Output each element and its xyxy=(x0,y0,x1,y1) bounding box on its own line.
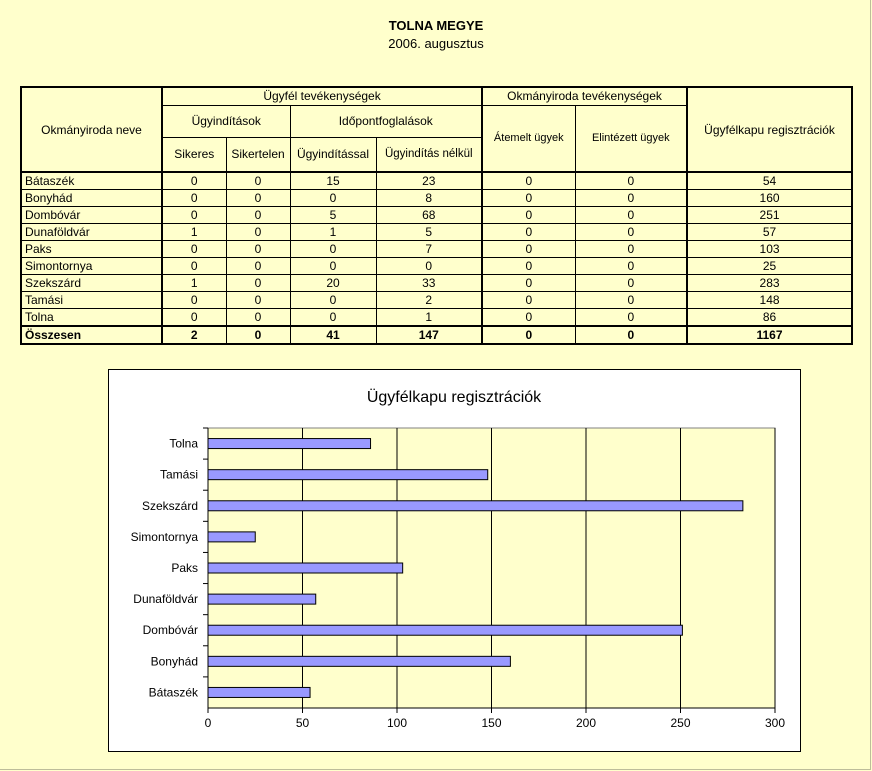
header-completed: Elintézett ügyek xyxy=(575,105,687,172)
y-tick-label: Paks xyxy=(171,561,198,575)
page-title: TOLNA MEGYE xyxy=(388,18,484,33)
value-cell: 57 xyxy=(687,224,852,241)
value-cell: 0 xyxy=(162,292,226,309)
value-cell: 1 xyxy=(290,224,376,241)
value-cell: 103 xyxy=(687,241,852,258)
total-label: Összesen xyxy=(21,326,162,344)
office-name-cell: Bonyhád xyxy=(21,190,162,207)
value-cell: 0 xyxy=(162,258,226,275)
value-cell: 0 xyxy=(575,207,687,224)
office-name-cell: Tolna xyxy=(21,309,162,327)
y-tick-label: Tamási xyxy=(159,467,198,482)
header-with-init: Ügyindítással xyxy=(290,137,376,172)
value-cell: 54 xyxy=(687,172,852,190)
y-tick-label: Szekszárd xyxy=(141,498,198,513)
total-value-cell: 41 xyxy=(290,326,376,344)
value-cell: 0 xyxy=(226,207,290,224)
bar-tolna xyxy=(208,439,371,449)
value-cell: 0 xyxy=(226,172,290,190)
page-subtitle: 2006. augusztus xyxy=(388,36,484,51)
bar-bonyhád xyxy=(208,656,510,666)
x-tick-label: 0 xyxy=(204,716,212,730)
value-cell: 33 xyxy=(376,275,482,292)
value-cell: 0 xyxy=(226,258,290,275)
value-cell: 0 xyxy=(575,172,687,190)
total-row xyxy=(21,326,852,344)
y-tick-label: Simontornya xyxy=(130,529,198,544)
table-row xyxy=(21,292,852,309)
value-cell: 20 xyxy=(290,275,376,292)
value-cell: 68 xyxy=(376,207,482,224)
value-cell: 23 xyxy=(376,172,482,190)
table-row xyxy=(21,172,852,190)
header-without-init: Ügyindítás nélkül xyxy=(376,137,482,172)
value-cell: 0 xyxy=(575,275,687,292)
value-cell: 0 xyxy=(482,275,575,292)
x-tick-label: 300 xyxy=(764,716,786,730)
value-cell: 15 xyxy=(290,172,376,190)
table-row xyxy=(21,190,852,207)
table-row xyxy=(21,224,852,241)
total-value-cell: 0 xyxy=(226,326,290,344)
value-cell: 0 xyxy=(226,292,290,309)
x-tick-label: 200 xyxy=(575,716,597,730)
office-name-cell: Dombóvár xyxy=(21,207,162,224)
value-cell: 0 xyxy=(162,172,226,190)
header-success: Sikeres xyxy=(162,137,226,172)
value-cell: 148 xyxy=(687,292,852,309)
value-cell: 0 xyxy=(575,292,687,309)
value-cell: 7 xyxy=(376,241,482,258)
x-tick-label: 250 xyxy=(670,716,691,730)
chart-box xyxy=(108,369,801,752)
bar-szekszárd xyxy=(208,501,743,511)
value-cell: 25 xyxy=(687,258,852,275)
x-tick-label: 100 xyxy=(386,716,408,730)
value-cell: 5 xyxy=(290,207,376,224)
header-fail: Sikertelen xyxy=(226,137,290,172)
total-value-cell: 1167 xyxy=(687,326,852,344)
statistics-table xyxy=(20,86,853,345)
value-cell: 0 xyxy=(290,258,376,275)
y-tick-label: Dombóvár xyxy=(142,623,198,638)
total-value-cell: 0 xyxy=(482,326,575,344)
value-cell: 1 xyxy=(376,309,482,327)
table-row xyxy=(21,258,852,275)
table-row xyxy=(21,241,852,258)
header-office-activities: Okmányiroda tevékenységek xyxy=(482,87,687,105)
value-cell: 0 xyxy=(226,241,290,258)
y-tick-label: Bonyhád xyxy=(150,654,198,669)
value-cell: 0 xyxy=(376,258,482,275)
value-cell: 160 xyxy=(687,190,852,207)
value-cell: 0 xyxy=(482,224,575,241)
table-row xyxy=(21,309,852,327)
value-cell: 0 xyxy=(290,190,376,207)
value-cell: 0 xyxy=(162,190,226,207)
office-name-cell: Dunaföldvár xyxy=(21,224,162,241)
y-tick-label: Dunaföldvár xyxy=(133,592,198,607)
value-cell: 0 xyxy=(290,309,376,327)
value-cell: 251 xyxy=(687,207,852,224)
total-value-cell: 0 xyxy=(575,326,687,344)
office-name-cell: Bátaszék xyxy=(21,172,162,190)
value-cell: 0 xyxy=(226,275,290,292)
y-tick-label: Tolna xyxy=(169,436,198,451)
value-cell: 283 xyxy=(687,275,852,292)
value-cell: 0 xyxy=(226,190,290,207)
value-cell: 5 xyxy=(376,224,482,241)
bar-dombóvár xyxy=(208,625,682,635)
value-cell: 0 xyxy=(226,309,290,327)
value-cell: 8 xyxy=(376,190,482,207)
total-value-cell: 147 xyxy=(376,326,482,344)
value-cell: 0 xyxy=(290,292,376,309)
value-cell: 0 xyxy=(575,258,687,275)
header-client-activities: Ügyfél tevékenységek xyxy=(162,87,482,105)
value-cell: 0 xyxy=(482,207,575,224)
value-cell: 0 xyxy=(575,190,687,207)
value-cell: 0 xyxy=(575,309,687,327)
bar-dunaföldvár xyxy=(208,594,316,604)
value-cell: 0 xyxy=(162,207,226,224)
bar-paks xyxy=(208,563,403,573)
x-tick-label: 50 xyxy=(295,716,310,730)
office-name-cell: Simontornya xyxy=(21,258,162,275)
value-cell: 0 xyxy=(482,241,575,258)
bar-tamási xyxy=(208,470,488,480)
value-cell: 0 xyxy=(482,309,575,327)
header-transferred: Átemelt ügyek xyxy=(482,105,575,172)
value-cell: 0 xyxy=(482,292,575,309)
value-cell: 86 xyxy=(687,309,852,327)
value-cell: 1 xyxy=(162,275,226,292)
value-cell: 0 xyxy=(482,172,575,190)
bar-simontornya xyxy=(208,532,255,542)
table-row xyxy=(21,275,852,292)
value-cell: 0 xyxy=(162,309,226,327)
value-cell: 1 xyxy=(162,224,226,241)
value-cell: 2 xyxy=(376,292,482,309)
office-name-cell: Szekszárd xyxy=(21,275,162,292)
office-name-cell: Tamási xyxy=(21,292,162,309)
value-cell: 0 xyxy=(482,258,575,275)
registrations-bar-chart xyxy=(109,370,800,751)
header-registrations: Ügyfélkapu regisztrációk xyxy=(687,87,852,172)
header-office-name: Okmányiroda neve xyxy=(21,87,162,172)
value-cell: 0 xyxy=(575,224,687,241)
header-initiations: Ügyindítások xyxy=(162,105,290,137)
value-cell: 0 xyxy=(482,190,575,207)
bar-bátaszék xyxy=(208,687,310,697)
chart-title: Ügyfélkapu regisztrációk xyxy=(366,389,542,406)
total-value-cell: 2 xyxy=(162,326,226,344)
x-tick-label: 150 xyxy=(481,716,502,730)
value-cell: 0 xyxy=(162,241,226,258)
header-appointments: Időpontfoglalások xyxy=(290,105,482,137)
table-row xyxy=(21,207,852,224)
value-cell: 0 xyxy=(226,224,290,241)
value-cell: 0 xyxy=(575,241,687,258)
y-tick-label: Bátaszék xyxy=(148,685,198,700)
value-cell: 0 xyxy=(290,241,376,258)
office-name-cell: Paks xyxy=(21,241,162,258)
